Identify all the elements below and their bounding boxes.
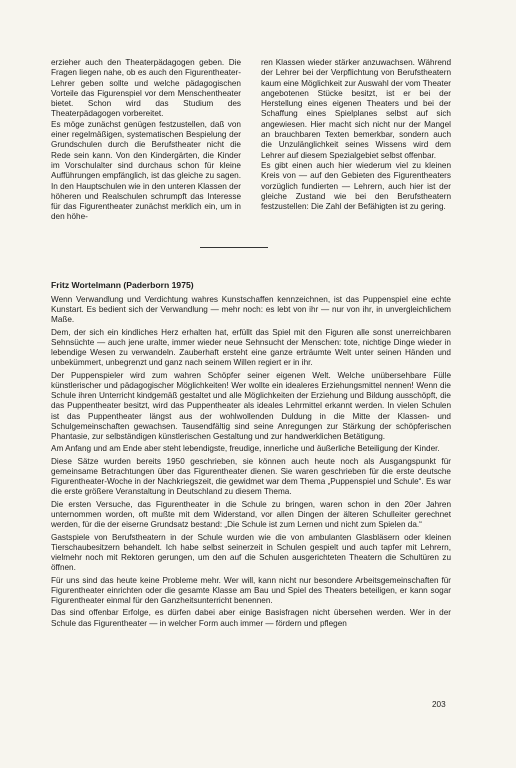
page-number: 203 [432,700,446,709]
section-heading: Fritz Wortelmann (Paderborn 1975) [51,280,194,290]
body-text [51,295,451,631]
left-column [51,58,241,223]
paragraph: Am Anfang und am Ende aber steht lebendigste, freudige, innerliche und äußerliche Beteiligung der Kinder. [51,444,440,454]
right-column [261,58,451,212]
paragraph: Wenn Verwandlung und Verdichtung wahres Kunstschaffen kennzeichnen, ist das Puppenspiel eine echte Kunstart. Es bedient sich der Verwandlung — mehr noch: es lebt von ihr — nur von ihr, in unvergleichlichem Maße. [51,295,451,325]
paragraph: Das sind offenbar Erfolge, es dürfen dabei aber einige Basisfragen nicht übersehen werden. Wer in der Schule das Figurentheater — in welcher Form auch immer — fördern und pflegen [51,608,451,628]
section-divider [200,247,268,248]
paragraph: Die ersten Versuche, das Figurentheater in die Schule zu bringen, waren schon in den 20er Jahren unternommen worden, oft mußte mit dem Widerstand, vor allen Dingen der älteren Schulleiter gerechnet werden, für die der eiserne Grundsatz bestand: „Die Schule ist zum Lernen und nicht zum Spielen da.“ [51,499,451,530]
paragraph: erzieher auch den Theaterpädagogen geben. Die Fragen liegen nahe, ob es auch den Figurentheater-Lehrer geben sollte und welche pädagogischen Vorteile das Figurenspiel vor dem Menschentheater bietet. Schon wird das Studium des Theaterpädagogen vorbereitet. [51,58,241,119]
paragraph: Diese Sätze wurden bereits 1950 geschrieben, sie können auch heute noch als Ausgangspunkt für gemeinsame Betrachtungen über das Figurentheater dienen. Sie waren geschrieben für die erste deutsche Figurentheater-Woche in der Nachkriegszeit, die gewidmet war dem Thema „Puppenspiel und Schule“. Es war die erste größere Veranstaltung in Deutschland zu diesem Thema. [51,456,451,497]
paragraph: ren Klassen wieder stärker anzuwachsen. Während der Lehrer bei der Verpflichtung von Berufstheatern kaum eine Möglichkeit zur Auswahl der vom Theater angebotenen Stücke besitzt, ist er bei der Herstellung eines eigenen Theaters und bei der Schaffung eines Spielplanes selbst auf sich angewiesen. Hier macht sich nicht nur der Mangel an brauchbaren Texten bemerkbar, sondern auch die Unzulänglichkeit seines Wissens wird dem Lehrer auf diesem Spezialgebiet selbst offenbar. [261,58,451,160]
paragraph: Der Puppenspieler wird zum wahren Schöpfer seiner eigenen Welt. Welche unübersehbare Fülle künstlerischer und pädagogischer Möglichkeiten! Wer wollte ein idealeres Erziehungsmittel nennen! Wenn die Schule ihren Unterricht kindgemäß gestaltet und alle Möglichkeiten der Erziehung und Bildung ausschöpft, die das Puppentheater besitzt, wird das Puppentheater als ideales Lehrmittel erkannt werden. In vielen Schulen ist das Puppentheater längst aus der wohlwollenden Duldung in die Mitte der Klassen- und Schulgemeinschaften gewachsen. Tausendfältig sind seine Anregungen zur Stärkung der schöpferischen Phantasie, zur selbständigen künstlerischen Gestaltung und zur handwerklichen Betätigung. [51,370,451,442]
paragraph: Es gibt einen auch hier wiederum viel zu kleinen Kreis von — auf den Gebieten des Figurentheaters vorzüglich fundierten — Lehrern, auch hier ist der gleiche Zustand wie bei den Berufstheatern festzustellen: Die Zahl der Befähigten ist zu gering. [261,160,451,212]
paragraph: Dem, der sich ein kindliches Herz erhalten hat, erfüllt das Spiel mit den Figuren alle sonst unerreichbaren Sehnsüchte — auch jene uralte, immer wieder neue Sehnsucht der Menschen: tote, nichtige Dinge wieder in lebendige Wesen zu verwandeln. Zauberhaft ersteht eine ganze erträumte Welt unter seinen Händen und unbekümmert, unbegrenzt und ganz nach seinem Willen regiert er in ihr. [51,327,451,368]
paragraph: Es möge zunächst genügen festzustellen, daß von einer regelmäßigen, systematischen Bespielung der Grundschulen durch die Berufstheater nicht die Rede sein kann. Von den Kindergärten, die Kinder im Vorschulalter sind durchaus schon für kleine Aufführungen empfänglich, ist das gleiche zu sagen. In den Hauptschulen wie in den unteren Klassen der höheren und Realschulen schrumpft das Interesse für das Figurentheater zunächst merklich ein, um in den höhe- [51,119,241,222]
paragraph: Für uns sind das heute keine Probleme mehr. Wer will, kann nicht nur besondere Arbeitsgemeinschaften für Figurentheater einrichten oder die gesamte Klasse am Bau und Spiel des Theaters beteiligen, er kann sogar Figurentheater einmal für den Ganzheitsunterricht benennen. [51,575,451,605]
paragraph: Gastspiele von Berufstheatern in der Schule wurden wie die von ambulanten Glasbläsern oder kleinen Tierschaubesitzern behandelt. Ich habe selbst seinerzeit in Schulen gespielt und auch tapfer mit Lehrern, vielmehr noch mit Rektoren gerungen, um den auf die Schulen ausgerichteten Theatern die Schultüren zu öffnen. [51,532,451,573]
